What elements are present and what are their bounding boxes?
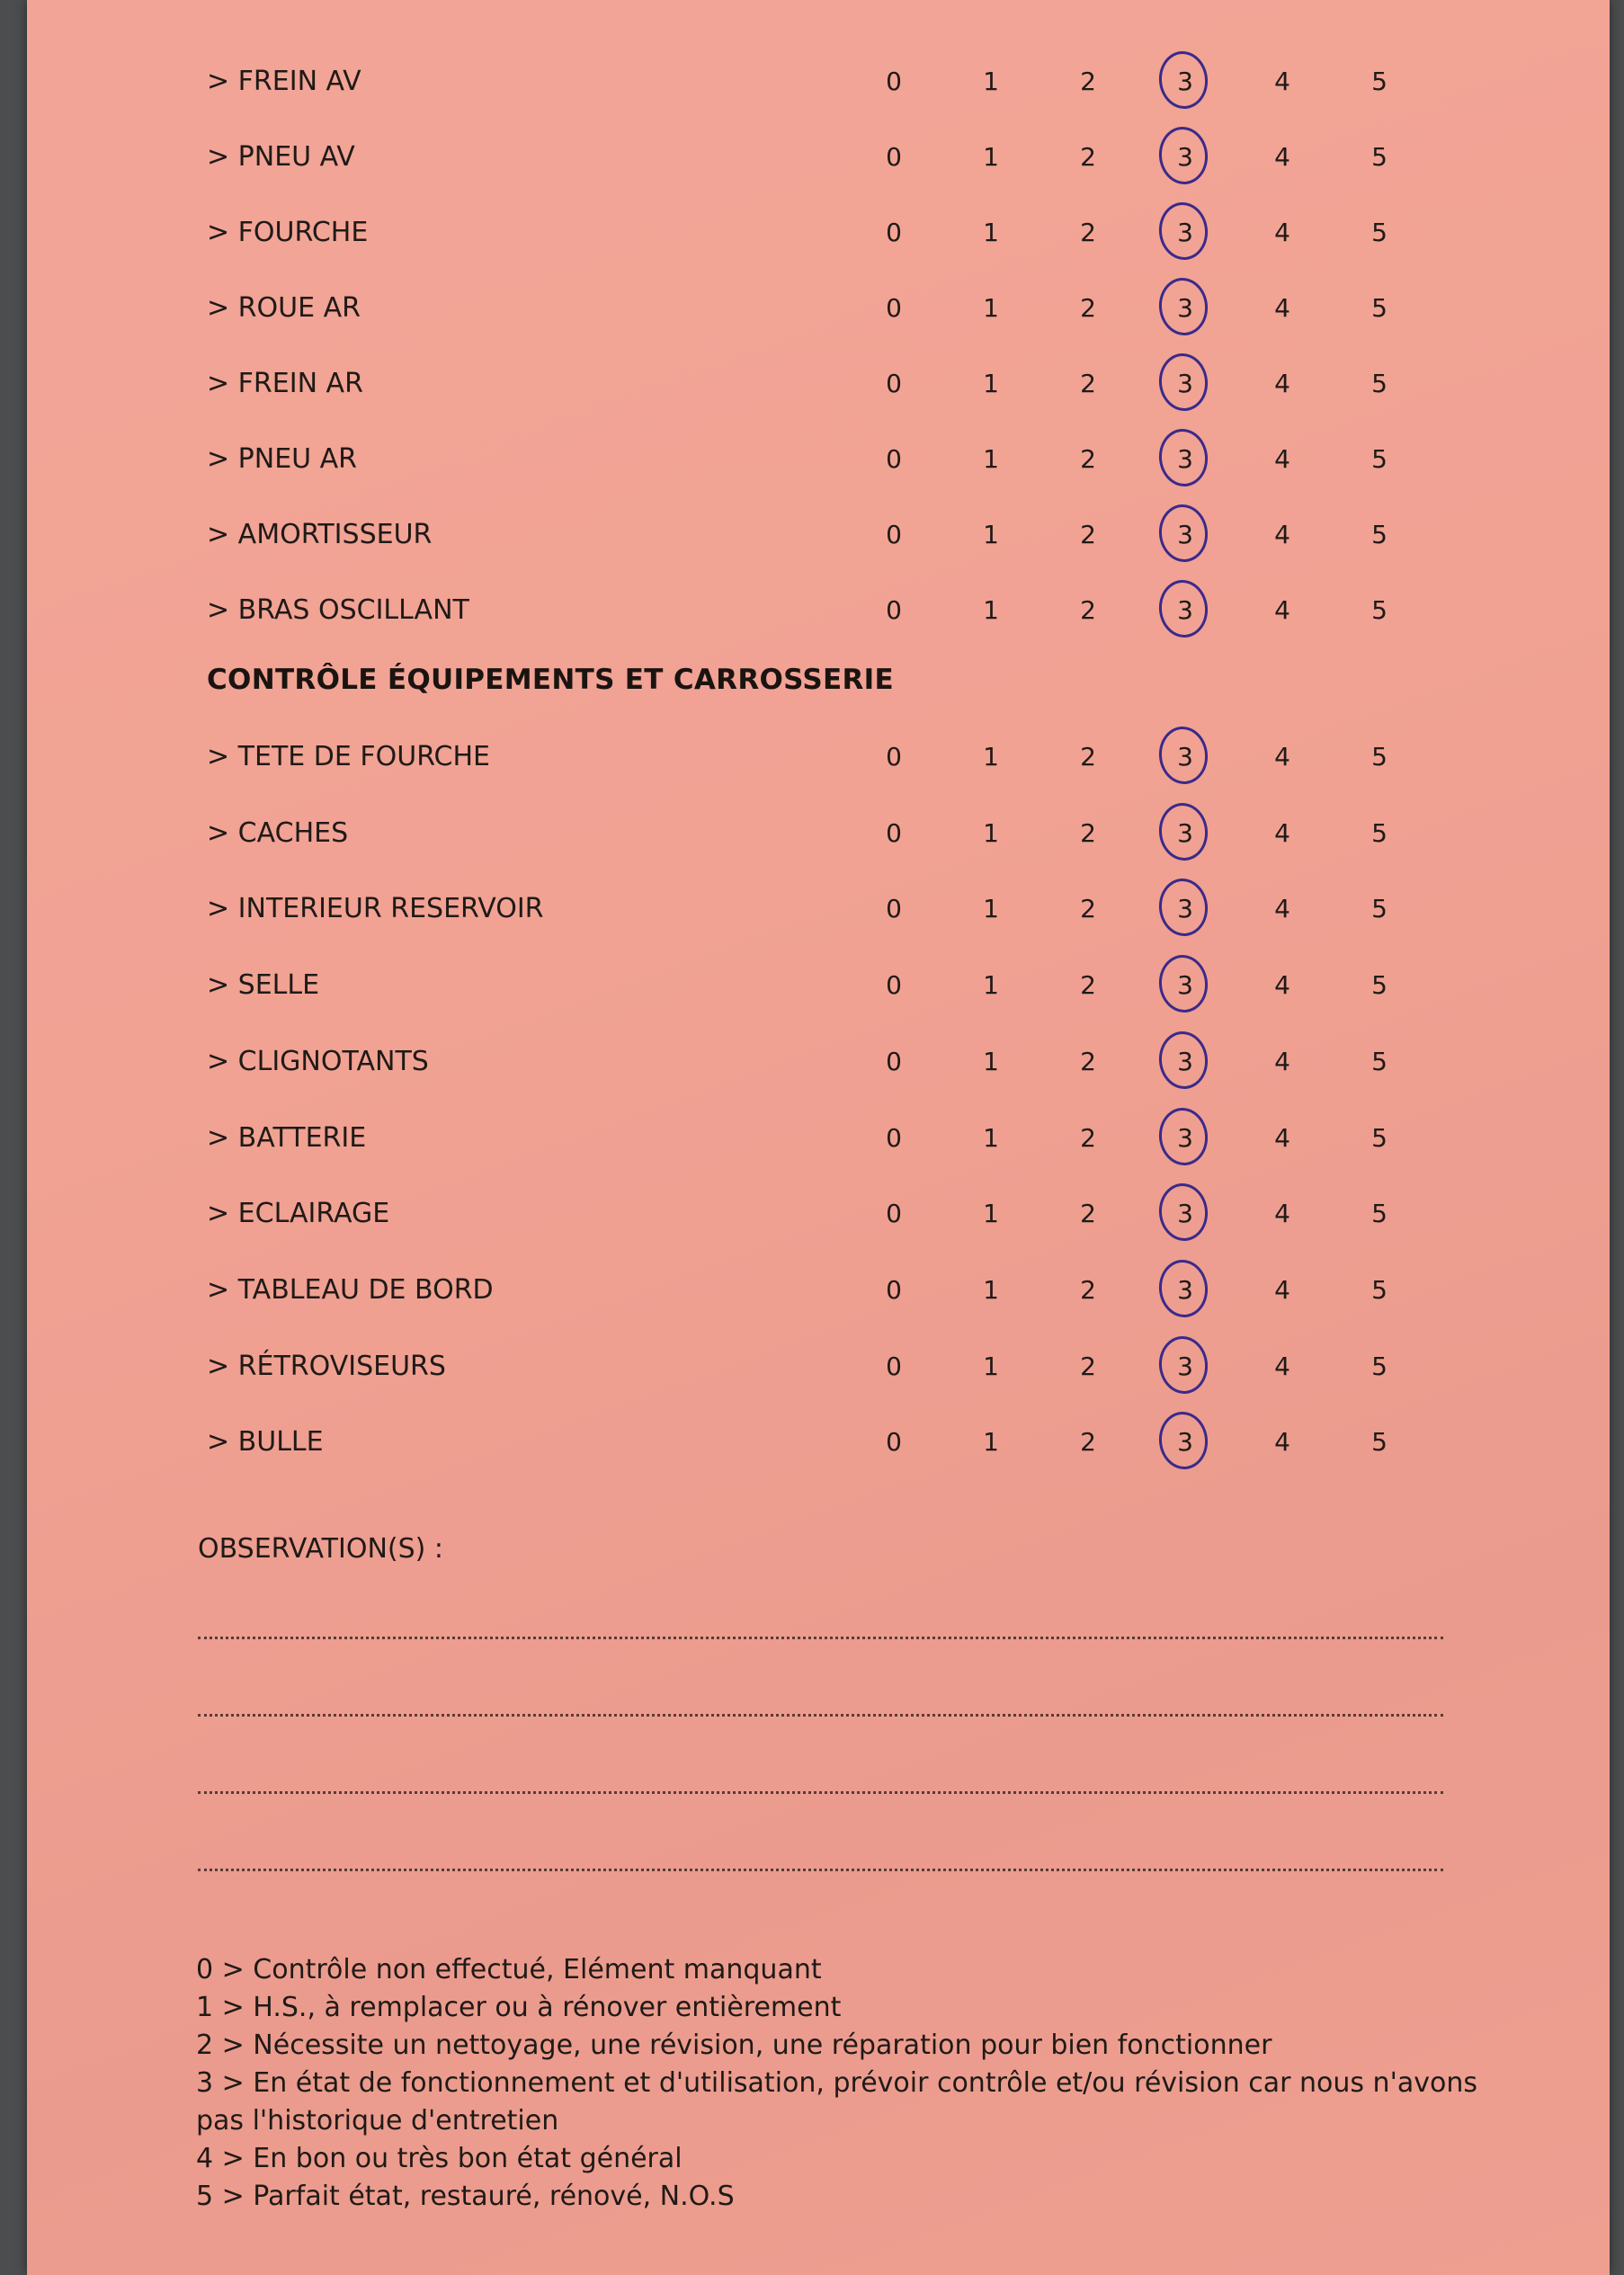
rating-option-2[interactable]: 2 — [1080, 520, 1096, 549]
rating-option-4[interactable]: 4 — [1274, 142, 1290, 172]
rating-option-2[interactable]: 2 — [1080, 1199, 1096, 1229]
checklist-row — [27, 1344, 1610, 1389]
checklist-row — [27, 361, 1610, 406]
checklist-row — [27, 963, 1610, 1008]
item-label: > BATTERIE — [207, 1121, 367, 1154]
rating-option-4[interactable]: 4 — [1274, 1351, 1290, 1381]
rating-option-1[interactable]: 1 — [983, 595, 999, 625]
rating-option-2[interactable]: 2 — [1080, 970, 1096, 1001]
rating-option-3[interactable]: 3 — [1177, 444, 1193, 474]
rating-option-2[interactable]: 2 — [1080, 817, 1096, 848]
rating-option-5[interactable]: 5 — [1371, 1046, 1388, 1076]
rating-option-3[interactable]: 3 — [1177, 817, 1193, 848]
rating-option-5[interactable]: 5 — [1371, 520, 1388, 549]
item-label: > ROUE AR — [207, 292, 361, 324]
rating-option-5[interactable]: 5 — [1371, 1122, 1388, 1153]
rating-option-5[interactable]: 5 — [1371, 67, 1388, 96]
rating-option-5[interactable]: 5 — [1371, 1427, 1388, 1458]
rating-option-1[interactable]: 1 — [983, 520, 999, 549]
rating-option-0[interactable]: 0 — [886, 970, 902, 1001]
rating-option-0[interactable]: 0 — [886, 1199, 902, 1229]
checklist-row — [27, 1116, 1610, 1161]
checklist-row — [27, 1268, 1610, 1313]
rating-option-0[interactable]: 0 — [886, 444, 902, 474]
rating-option-5[interactable]: 5 — [1371, 894, 1388, 924]
observation-line[interactable] — [198, 1637, 1443, 1639]
checklist-row — [27, 887, 1610, 932]
legend-item: 3 > En état de fonctionnement et d'utilisation, prévoir contrôle et/ou révision car nous n'avons pas l'historique d'entretien — [196, 2067, 1477, 2137]
rating-option-2[interactable]: 2 — [1080, 1274, 1096, 1305]
rating-option-1[interactable]: 1 — [983, 1046, 999, 1076]
rating-option-0[interactable]: 0 — [886, 595, 902, 625]
rating-option-5[interactable]: 5 — [1371, 742, 1388, 772]
rating-option-0[interactable]: 0 — [886, 1122, 902, 1153]
rating-option-5[interactable]: 5 — [1371, 142, 1388, 172]
checklist-row — [27, 210, 1610, 255]
item-label: > BULLE — [207, 1426, 324, 1459]
rating-option-4[interactable]: 4 — [1274, 1427, 1290, 1458]
inspection-sheet — [27, 0, 1610, 2275]
item-label: > INTERIEUR RESERVOIR — [207, 893, 544, 925]
rating-option-2[interactable]: 2 — [1080, 595, 1096, 625]
rating-option-1[interactable]: 1 — [983, 970, 999, 1001]
item-label: > SELLE — [207, 969, 320, 1002]
rating-option-1[interactable]: 1 — [983, 369, 999, 398]
rating-option-1[interactable]: 1 — [983, 1199, 999, 1229]
rating-legend — [196, 1951, 1491, 2216]
rating-option-1[interactable]: 1 — [983, 444, 999, 474]
rating-option-4[interactable]: 4 — [1274, 293, 1290, 323]
item-label: > BRAS OSCILLANT — [207, 594, 469, 626]
rating-option-5[interactable]: 5 — [1371, 1274, 1388, 1305]
rating-option-2[interactable]: 2 — [1080, 293, 1096, 323]
observation-line[interactable] — [198, 1791, 1443, 1794]
rating-option-5[interactable]: 5 — [1371, 444, 1388, 474]
item-label: > TETE DE FOURCHE — [207, 741, 490, 772]
observation-line[interactable] — [198, 1714, 1443, 1717]
rating-option-4[interactable]: 4 — [1274, 369, 1290, 398]
legend-item: 0 > Contrôle non effectué, Elément manquant — [196, 1954, 822, 1985]
section-title: CONTRÔLE ÉQUIPEMENTS ET CARROSSERIE — [207, 664, 894, 696]
item-label: > FOURCHE — [207, 217, 369, 248]
rating-option-5[interactable]: 5 — [1371, 218, 1388, 247]
rating-option-3[interactable]: 3 — [1177, 1046, 1193, 1076]
rating-option-2[interactable]: 2 — [1080, 1427, 1096, 1458]
rating-option-3[interactable]: 3 — [1177, 142, 1193, 172]
observations-label: OBSERVATION(S) : — [198, 1533, 443, 1565]
item-label: > TABLEAU DE BORD — [207, 1273, 494, 1306]
checklist-row — [27, 588, 1610, 633]
checklist-row — [27, 1420, 1610, 1465]
rating-option-0[interactable]: 0 — [886, 520, 902, 549]
rating-option-5[interactable]: 5 — [1371, 1199, 1388, 1229]
rating-option-5[interactable]: 5 — [1371, 595, 1388, 625]
checklist-row — [27, 1039, 1610, 1084]
rating-option-2[interactable]: 2 — [1080, 67, 1096, 96]
observation-line[interactable] — [198, 1869, 1443, 1871]
rating-option-2[interactable]: 2 — [1080, 1046, 1096, 1076]
legend-item: 5 > Parfait état, restauré, rénové, N.O.S — [196, 2181, 735, 2212]
rating-option-1[interactable]: 1 — [983, 1351, 999, 1381]
rating-option-4[interactable]: 4 — [1274, 520, 1290, 549]
rating-option-4[interactable]: 4 — [1274, 817, 1290, 848]
rating-option-0[interactable]: 0 — [886, 1351, 902, 1381]
item-label: > AMORTISSEUR — [207, 519, 433, 550]
rating-option-2[interactable]: 2 — [1080, 142, 1096, 172]
rating-option-1[interactable]: 1 — [983, 218, 999, 247]
rating-option-0[interactable]: 0 — [886, 1427, 902, 1458]
checklist-row — [27, 59, 1610, 104]
rating-option-5[interactable]: 5 — [1371, 1351, 1388, 1381]
rating-option-3[interactable]: 3 — [1177, 1427, 1193, 1458]
rating-option-1[interactable]: 1 — [983, 293, 999, 323]
rating-option-0[interactable]: 0 — [886, 142, 902, 172]
rating-option-0[interactable]: 0 — [886, 293, 902, 323]
rating-option-1[interactable]: 1 — [983, 894, 999, 924]
rating-option-1[interactable]: 1 — [983, 742, 999, 772]
checklist-row — [27, 286, 1610, 331]
rating-option-1[interactable]: 1 — [983, 1274, 999, 1305]
rating-option-4[interactable]: 4 — [1274, 1274, 1290, 1305]
rating-option-5[interactable]: 5 — [1371, 817, 1388, 848]
rating-option-4[interactable]: 4 — [1274, 218, 1290, 247]
rating-option-2[interactable]: 2 — [1080, 369, 1096, 398]
rating-option-3[interactable]: 3 — [1177, 1199, 1193, 1229]
item-label: > PNEU AR — [207, 443, 358, 475]
rating-option-2[interactable]: 2 — [1080, 444, 1096, 474]
rating-option-3[interactable]: 3 — [1177, 369, 1193, 398]
rating-option-0[interactable]: 0 — [886, 369, 902, 398]
checklist-row — [27, 437, 1610, 482]
rating-option-0[interactable]: 0 — [886, 817, 902, 848]
rating-option-2[interactable]: 2 — [1080, 1122, 1096, 1153]
rating-option-3[interactable]: 3 — [1177, 520, 1193, 549]
rating-option-3[interactable]: 3 — [1177, 742, 1193, 772]
rating-option-3[interactable]: 3 — [1177, 1274, 1193, 1305]
rating-option-4[interactable]: 4 — [1274, 742, 1290, 772]
rating-option-0[interactable]: 0 — [886, 218, 902, 247]
rating-option-3[interactable]: 3 — [1177, 1351, 1193, 1381]
rating-option-3[interactable]: 3 — [1177, 218, 1193, 247]
rating-option-4[interactable]: 4 — [1274, 1199, 1290, 1229]
rating-option-1[interactable]: 1 — [983, 1122, 999, 1153]
rating-option-4[interactable]: 4 — [1274, 67, 1290, 96]
rating-option-3[interactable]: 3 — [1177, 67, 1193, 96]
rating-option-4[interactable]: 4 — [1274, 595, 1290, 625]
rating-option-1[interactable]: 1 — [983, 142, 999, 172]
checklist-row — [27, 135, 1610, 180]
item-label: > ECLAIRAGE — [207, 1198, 390, 1230]
legend-item: 2 > Nécessite un nettoyage, une révision, une réparation pour bien fonctionner — [196, 2030, 1272, 2061]
checklist-row — [27, 513, 1610, 558]
rating-option-5[interactable]: 5 — [1371, 369, 1388, 398]
rating-option-3[interactable]: 3 — [1177, 293, 1193, 323]
rating-option-0[interactable]: 0 — [886, 742, 902, 772]
rating-option-0[interactable]: 0 — [886, 1274, 902, 1305]
rating-option-1[interactable]: 1 — [983, 67, 999, 96]
rating-option-2[interactable]: 2 — [1080, 218, 1096, 247]
rating-option-0[interactable]: 0 — [886, 894, 902, 924]
rating-option-0[interactable]: 0 — [886, 67, 902, 96]
rating-option-3[interactable]: 3 — [1177, 1122, 1193, 1153]
checklist-row — [27, 735, 1610, 780]
rating-option-1[interactable]: 1 — [983, 817, 999, 848]
rating-option-4[interactable]: 4 — [1274, 894, 1290, 924]
item-label: > FREIN AV — [207, 66, 361, 97]
rating-option-4[interactable]: 4 — [1274, 444, 1290, 474]
rating-option-2[interactable]: 2 — [1080, 1351, 1096, 1381]
rating-option-3[interactable]: 3 — [1177, 894, 1193, 924]
legend-item: 1 > H.S., à remplacer ou à rénover entièrement — [196, 1992, 842, 2023]
item-label: > CLIGNOTANTS — [207, 1045, 429, 1077]
rating-option-2[interactable]: 2 — [1080, 894, 1096, 924]
rating-option-2[interactable]: 2 — [1080, 742, 1096, 772]
item-label: > FREIN AR — [207, 368, 363, 399]
rating-option-4[interactable]: 4 — [1274, 1122, 1290, 1153]
rating-option-3[interactable]: 3 — [1177, 595, 1193, 625]
rating-option-0[interactable]: 0 — [886, 1046, 902, 1076]
item-label: > RÉTROVISEURS — [207, 1350, 446, 1382]
item-label: > PNEU AV — [207, 141, 355, 173]
rating-option-4[interactable]: 4 — [1274, 1046, 1290, 1076]
rating-option-3[interactable]: 3 — [1177, 970, 1193, 1001]
rating-option-1[interactable]: 1 — [983, 1427, 999, 1458]
item-label: > CACHES — [207, 816, 349, 849]
legend-item: 4 > En bon ou très bon état général — [196, 2143, 683, 2174]
rating-option-5[interactable]: 5 — [1371, 293, 1388, 323]
checklist-row — [27, 811, 1610, 856]
rating-option-4[interactable]: 4 — [1274, 970, 1290, 1001]
checklist-row — [27, 1191, 1610, 1236]
rating-option-5[interactable]: 5 — [1371, 970, 1388, 1001]
